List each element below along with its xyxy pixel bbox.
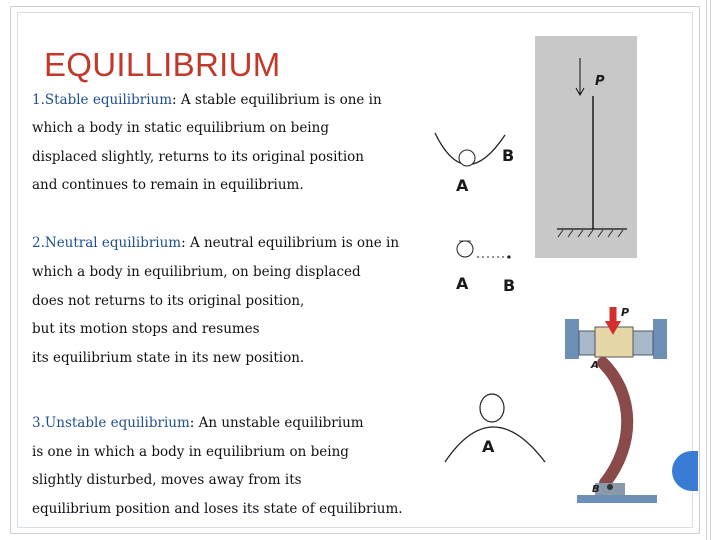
- neutral-line-3: does not returns to its original position,: [32, 293, 305, 309]
- unstable-line-2: is one in which a body in equilibrium on being: [32, 444, 349, 460]
- unstable-term: 3.Unstable equilibrium: [32, 415, 190, 431]
- unstable-line-4: equilibrium position and loses its state of equilibrium.: [32, 501, 403, 517]
- unstable-line-1: 3.Unstable equilibrium: An unstable equilibrium: [32, 415, 364, 431]
- buckled-column-figure: [565, 305, 670, 505]
- right-rule-2: [710, 0, 711, 540]
- stable-label-b: B: [502, 146, 515, 165]
- stable-line-4: and continues to remain in equilibrium.: [32, 177, 304, 193]
- unstable-equilibrium-figure: [440, 390, 555, 470]
- column-load-figure: [535, 36, 637, 258]
- stable-line-1: 1.Stable equilibrium: A stable equilibrium is one in: [32, 92, 382, 108]
- stable-line-3: displaced slightly, returns to its original position: [32, 149, 364, 165]
- right-rule-1: [706, 0, 707, 540]
- stable-label-a: A: [456, 176, 469, 195]
- column-label-p: P: [595, 74, 605, 89]
- unstable-label-a: A: [482, 437, 495, 456]
- neutral-line-1: 2.Neutral equilibrium: A neutral equilibrium is one in: [32, 235, 400, 251]
- bent-label-b: B: [592, 484, 600, 495]
- neutral-line-4: but its motion stops and resumes: [32, 321, 260, 337]
- bent-label-a: A: [591, 360, 599, 371]
- bent-label-p: P: [621, 306, 630, 319]
- neutral-label-b: B: [503, 276, 516, 295]
- stable-term: 1.Stable equilibrium: [32, 92, 173, 108]
- neutral-term: 2.Neutral equilibrium: [32, 235, 182, 251]
- neutral-label-a: A: [456, 274, 469, 293]
- neutral-equilibrium-figure: [445, 235, 535, 265]
- neutral-line-5: its equilibrium state in its new position.: [32, 350, 305, 366]
- stable-line-2: which a body in static equilibrium on being: [32, 120, 329, 136]
- unstable-line-3: slightly disturbed, moves away from its: [32, 472, 302, 488]
- neutral-line-2: which a body in equilibrium, on being displaced: [32, 264, 361, 280]
- slide-title: EQUILLIBRIUM: [44, 46, 281, 83]
